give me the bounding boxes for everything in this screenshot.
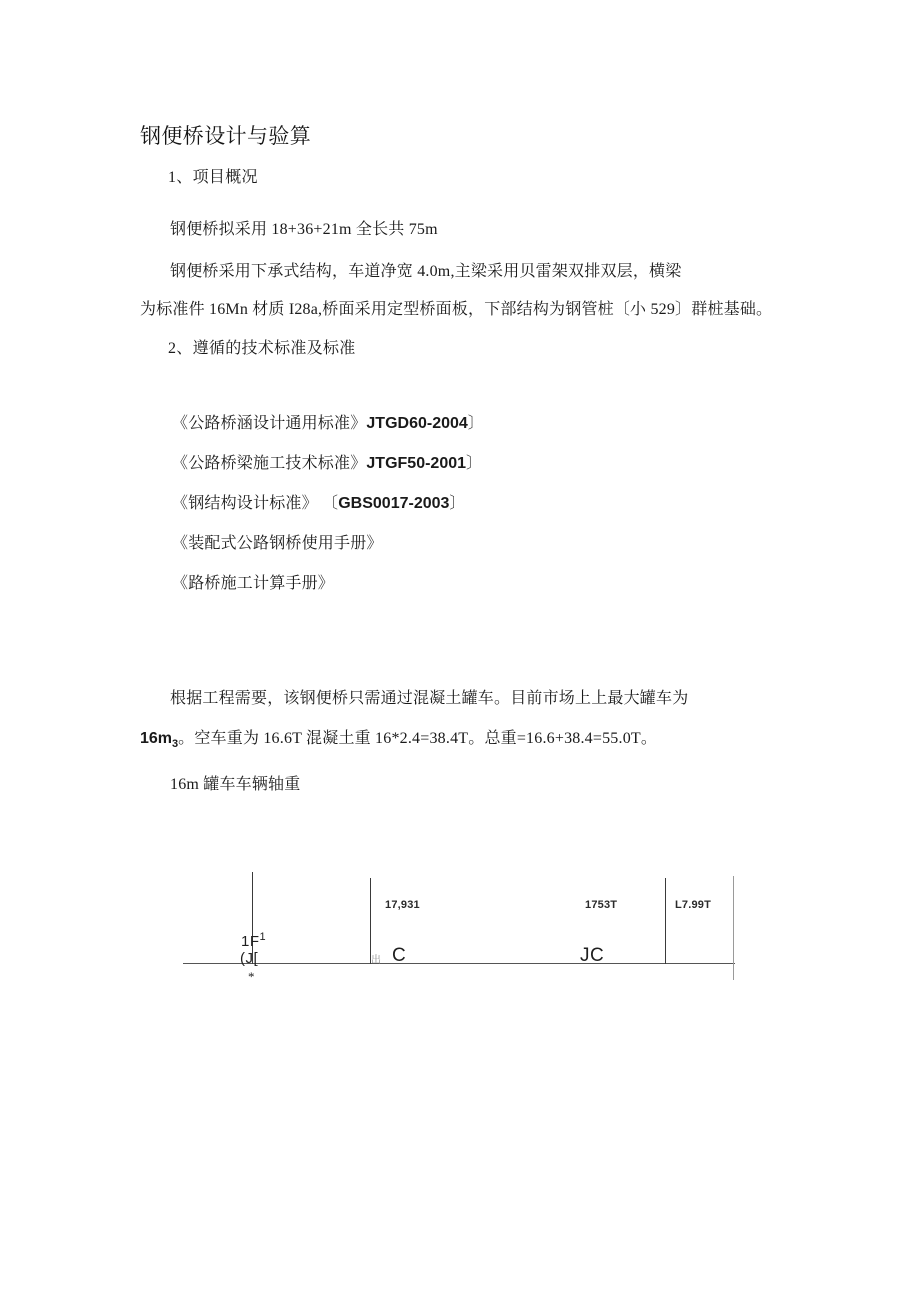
axle-marker-3: JC — [580, 945, 605, 966]
standard-item-4 — [172, 532, 383, 556]
dimension-label-1: 17,931 — [385, 899, 420, 911]
standard-name: 《公路桥梁施工技术标准》 — [172, 455, 367, 472]
scan-artifact-glyph: 出 — [371, 955, 381, 966]
load-calc-text: 。空车重为 16.6T 混凝土重 16*2.4=38.4T。总重=16.6+38.4=55.0T。 — [178, 730, 658, 747]
axle-marker-1-label: 1F — [241, 933, 260, 950]
standard-suffix: 〕 — [449, 495, 466, 512]
axle-line-3 — [665, 878, 666, 964]
standard-name: 《钢结构设计标准》 — [172, 495, 318, 512]
section-heading-2: 2、遵循的技术标准及标准 — [168, 340, 356, 357]
standard-code: JTGF50-2001 — [366, 455, 467, 472]
standard-code: JTGD60-2004 — [366, 415, 468, 432]
overview-line-1: 钢便桥拟采用 18+36+21m 全长共 75m — [170, 221, 438, 238]
axle-marker-1-superscript: 1 — [259, 931, 267, 943]
standard-item-1 — [172, 412, 484, 436]
standard-item-2 — [172, 452, 482, 476]
standard-prefix: 〔 — [322, 495, 339, 512]
overview-line-2: 钢便桥采用下承式结构，车道净宽 4.0m,主梁采用贝雷架双排双层，横梁 — [170, 263, 682, 280]
axle-marker-1-top — [241, 931, 266, 950]
dimension-label-3: L7.99T — [675, 899, 712, 911]
axle-line-4 — [733, 876, 734, 980]
overview-line-3: 为标准件 16Mn 材质 I28a,桥面采用定型桥面板，下部结构为钢管桩〔小 529〕群桩基础。 — [140, 301, 773, 318]
standard-name: 《公路桥涵设计通用标准》 — [172, 415, 367, 432]
axle-marker-1-bottom: (J[ — [240, 950, 259, 967]
load-paragraph-line-2 — [140, 726, 657, 757]
standard-suffix: 〕 — [466, 455, 483, 472]
dimension-label-2: 1753T — [585, 899, 618, 911]
standard-code: GBS0017-2003 — [338, 495, 450, 512]
load-paragraph-line-1: 根据工程需要，该钢便桥只需通过混凝土罐车。目前市场上上最大罐车为 — [170, 690, 689, 707]
standard-name: 《路桥施工计算手册》 — [172, 575, 335, 592]
volume-value: 16m — [140, 730, 173, 747]
standard-item-5 — [172, 572, 334, 596]
diagram-caption: 16m 罐车车辆轴重 — [170, 776, 301, 793]
page-title: 钢便桥设计与验算 — [140, 124, 312, 148]
axle-marker-1-star: * — [248, 969, 255, 984]
axle-marker-2: C — [392, 945, 407, 966]
axle-load-diagram — [170, 855, 750, 984]
section-heading-1: 1、项目概况 — [168, 169, 258, 186]
standard-item-3 — [172, 492, 466, 516]
diagram-baseline — [183, 963, 735, 964]
standard-name: 《装配式公路钢桥使用手册》 — [172, 535, 383, 552]
volume-subscript: 3 — [172, 738, 179, 751]
standard-suffix: 〕 — [467, 415, 484, 432]
